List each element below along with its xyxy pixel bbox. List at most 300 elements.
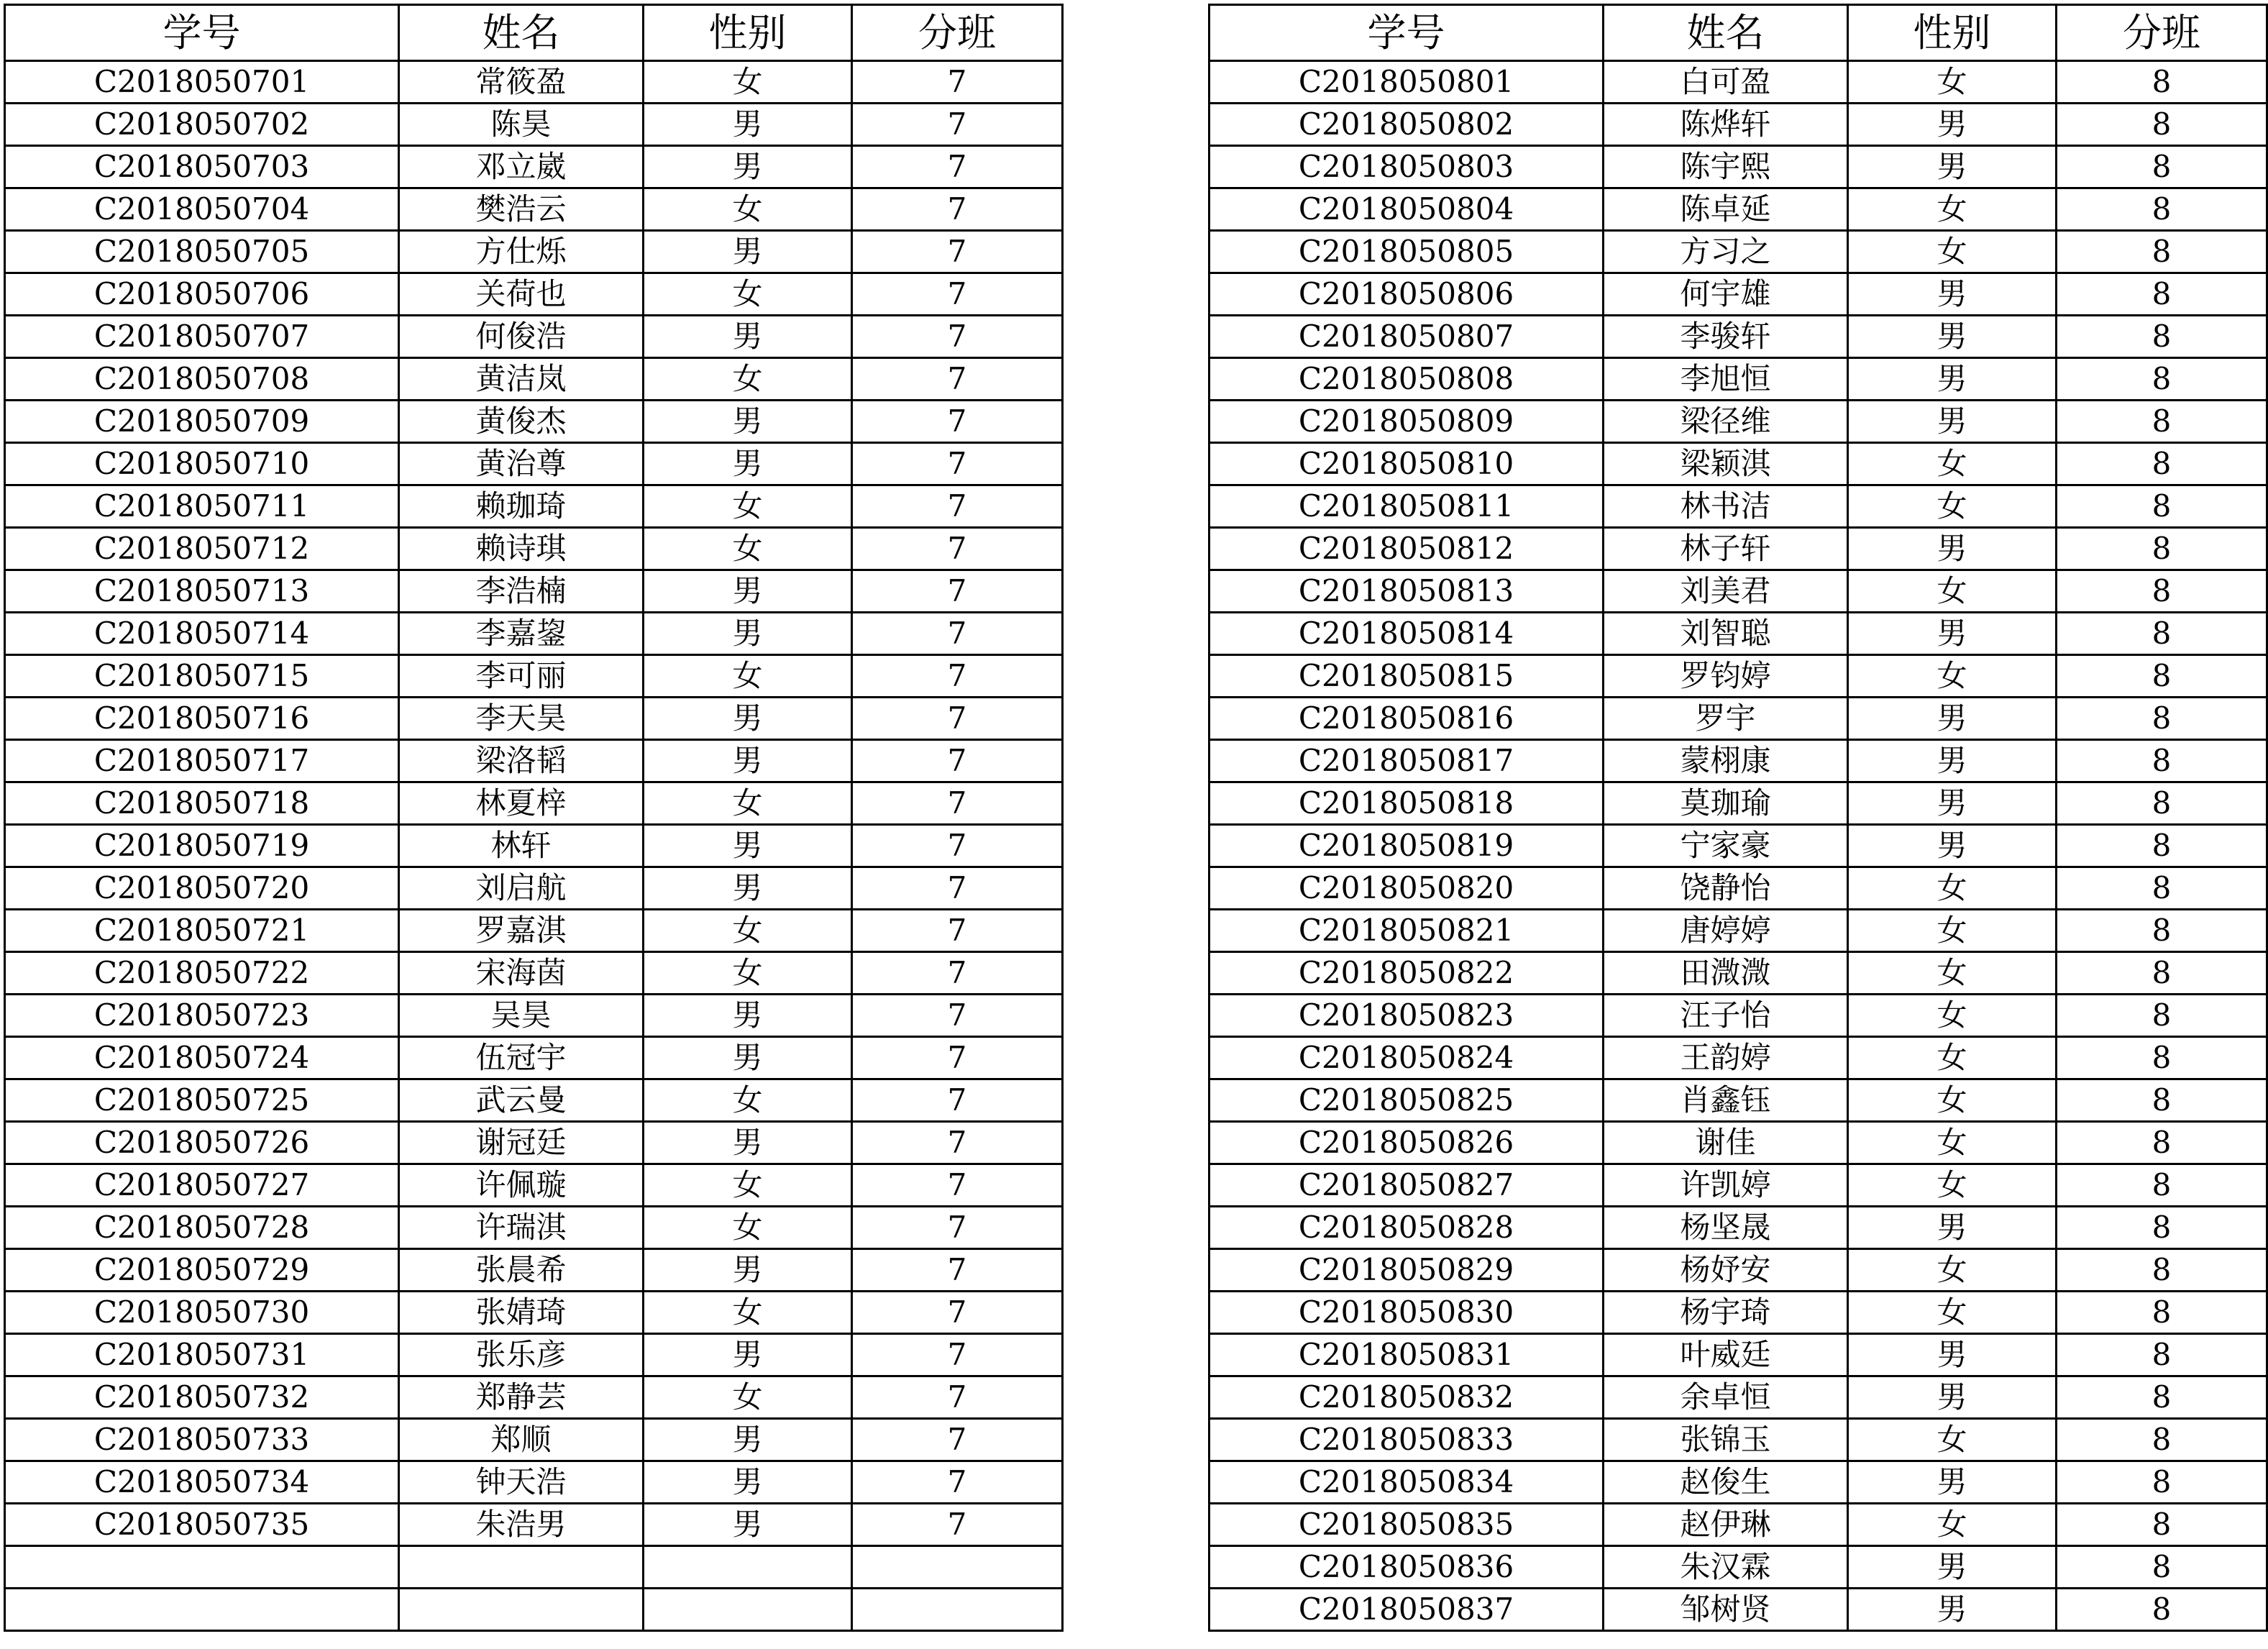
gender-cell: 女 (1848, 1164, 2057, 1207)
table-row (5, 358, 1063, 401)
class-cell: 8 (2057, 613, 2267, 655)
class-cell: 8 (2057, 358, 2267, 401)
table-row (5, 401, 1063, 443)
gender-cell: 女 (644, 188, 852, 231)
table-row (5, 61, 1063, 104)
gender-cell: 男 (1848, 316, 2057, 358)
class-cell: 7 (852, 1079, 1063, 1122)
student-id-cell: C2018050815 (1210, 655, 1604, 698)
gender-cell: 女 (644, 528, 852, 570)
student-name-cell: 饶静怡 (1604, 867, 1848, 910)
class-cell: 7 (852, 1376, 1063, 1419)
class-cell: 8 (2057, 698, 2267, 740)
class-cell (852, 1546, 1063, 1589)
student-id-cell: C2018050804 (1210, 188, 1604, 231)
table-row (1210, 570, 2267, 613)
student-id-cell: C2018050722 (5, 952, 399, 995)
student-name-cell: 汪子怡 (1604, 995, 1848, 1037)
gender-cell: 女 (1848, 910, 2057, 952)
student-id-cell: C2018050735 (5, 1504, 399, 1546)
gender-cell: 男 (644, 443, 852, 485)
table-row (1210, 952, 2267, 995)
student-id-cell: C2018050721 (5, 910, 399, 952)
student-name-cell: 叶威廷 (1604, 1334, 1848, 1376)
table-row (1210, 104, 2267, 146)
class-cell: 7 (852, 1207, 1063, 1249)
student-id-cell: C2018050810 (1210, 443, 1604, 485)
gender-cell: 男 (1848, 401, 2057, 443)
student-id-cell: C2018050835 (1210, 1504, 1604, 1546)
table-row (1210, 1037, 2267, 1079)
table-row (1210, 231, 2267, 273)
student-id-cell: C2018050730 (5, 1292, 399, 1334)
table-row (1210, 1207, 2267, 1249)
student-id-cell: C2018050837 (1210, 1589, 1604, 1631)
class-cell: 7 (852, 61, 1063, 104)
class-cell: 8 (2057, 1207, 2267, 1249)
student-name-cell: 罗宇 (1604, 698, 1848, 740)
table-row (1210, 188, 2267, 231)
student-id-cell: C2018050725 (5, 1079, 399, 1122)
table-row (1210, 146, 2267, 188)
table-row (5, 1207, 1063, 1249)
gender-cell: 女 (1848, 231, 2057, 273)
student-id-cell: C2018050817 (1210, 740, 1604, 782)
student-id-cell: C2018050827 (1210, 1164, 1604, 1207)
student-name-cell: 赖珈琦 (399, 485, 644, 528)
student-id-cell: C2018050710 (5, 443, 399, 485)
gender-cell: 男 (1848, 358, 2057, 401)
student-name-cell: 陈宇熙 (1604, 146, 1848, 188)
table-row (1210, 740, 2267, 782)
class-cell: 7 (852, 1504, 1063, 1546)
class-cell: 7 (852, 867, 1063, 910)
student-id-cell: C2018050719 (5, 825, 399, 867)
student-id-cell: C2018050807 (1210, 316, 1604, 358)
student-name-cell: 罗嘉淇 (399, 910, 644, 952)
table-row (5, 1546, 1063, 1589)
table-row (1210, 1249, 2267, 1292)
table-row (5, 1079, 1063, 1122)
class-cell: 8 (2057, 1334, 2267, 1376)
student-id-cell: C2018050734 (5, 1461, 399, 1504)
class-cell: 7 (852, 782, 1063, 825)
student-name-cell: 白可盈 (1604, 61, 1848, 104)
class-cell: 8 (2057, 188, 2267, 231)
student-id-cell: C2018050701 (5, 61, 399, 104)
class-cell: 8 (2057, 1546, 2267, 1589)
gender-cell: 女 (644, 1079, 852, 1122)
table-row (5, 655, 1063, 698)
gender-cell: 男 (1848, 1207, 2057, 1249)
student-id-cell: C2018050718 (5, 782, 399, 825)
student-id-cell: C2018050714 (5, 613, 399, 655)
student-id-cell: C2018050805 (1210, 231, 1604, 273)
table-row (5, 867, 1063, 910)
table-row (1210, 825, 2267, 867)
student-name-cell: 杨坚晟 (1604, 1207, 1848, 1249)
gender-cell: 男 (1848, 1334, 2057, 1376)
table-row (1210, 443, 2267, 485)
student-id-cell: C2018050822 (1210, 952, 1604, 995)
table-row (1210, 655, 2267, 698)
gender-cell: 女 (644, 1207, 852, 1249)
class-cell: 8 (2057, 485, 2267, 528)
table-row (5, 273, 1063, 316)
student-name-cell: 朱汉霖 (1604, 1546, 1848, 1589)
table-row (5, 1589, 1063, 1631)
student-name-cell: 赵俊生 (1604, 1461, 1848, 1504)
gender-cell: 女 (644, 61, 852, 104)
class-cell: 8 (2057, 782, 2267, 825)
student-id-cell: C2018050707 (5, 316, 399, 358)
student-name-cell: 陈烨轩 (1604, 104, 1848, 146)
student-id-cell: C2018050729 (5, 1249, 399, 1292)
gender-cell: 女 (644, 655, 852, 698)
table-row (5, 104, 1063, 146)
student-name-cell: 梁洛韬 (399, 740, 644, 782)
gender-cell: 男 (644, 1504, 852, 1546)
student-id-cell: C2018050726 (5, 1122, 399, 1164)
class-cell: 7 (852, 1164, 1063, 1207)
table-row (1210, 1546, 2267, 1589)
class-cell: 8 (2057, 995, 2267, 1037)
roster-table-class-7 (4, 4, 1064, 1632)
table-row (1210, 273, 2267, 316)
gender-cell: 女 (1848, 1504, 2057, 1546)
student-name-cell: 刘启航 (399, 867, 644, 910)
student-id-cell: C2018050801 (1210, 61, 1604, 104)
gender-cell: 女 (644, 358, 852, 401)
student-id-cell: C2018050819 (1210, 825, 1604, 867)
class-cell: 7 (852, 316, 1063, 358)
class-cell: 8 (2057, 570, 2267, 613)
gender-cell: 女 (1848, 995, 2057, 1037)
gender-cell: 女 (644, 1292, 852, 1334)
student-id-cell: C2018050834 (1210, 1461, 1604, 1504)
header-student-id: 学号 (5, 5, 399, 61)
student-id-cell: C2018050832 (1210, 1376, 1604, 1419)
student-name-cell: 谢冠廷 (399, 1122, 644, 1164)
table-row (1210, 782, 2267, 825)
gender-cell: 女 (1848, 1419, 2057, 1461)
class-cell: 8 (2057, 1037, 2267, 1079)
class-cell: 8 (2057, 952, 2267, 995)
class-cell: 8 (2057, 1164, 2267, 1207)
gender-cell: 男 (644, 104, 852, 146)
table-row (1210, 1376, 2267, 1419)
gender-cell: 男 (1848, 825, 2057, 867)
student-name-cell: 林子轩 (1604, 528, 1848, 570)
table-row (1210, 485, 2267, 528)
student-id-cell: C2018050713 (5, 570, 399, 613)
table-row (5, 1164, 1063, 1207)
student-id-cell: C2018050712 (5, 528, 399, 570)
class-cell: 7 (852, 358, 1063, 401)
student-name-cell (399, 1589, 644, 1631)
student-id-cell: C2018050816 (1210, 698, 1604, 740)
student-id-cell: C2018050708 (5, 358, 399, 401)
student-name-cell: 郑静芸 (399, 1376, 644, 1419)
class-cell: 8 (2057, 1504, 2267, 1546)
gender-cell: 女 (1848, 1079, 2057, 1122)
class-cell: 8 (2057, 910, 2267, 952)
table-row (5, 1504, 1063, 1546)
header-student-id: 学号 (1210, 5, 1604, 61)
gender-cell: 女 (1848, 188, 2057, 231)
table-row (5, 698, 1063, 740)
gender-cell: 女 (644, 910, 852, 952)
gender-cell: 女 (1848, 570, 2057, 613)
gender-cell: 女 (1848, 1292, 2057, 1334)
class-cell: 7 (852, 570, 1063, 613)
student-id-cell: C2018050717 (5, 740, 399, 782)
student-name-cell: 梁径维 (1604, 401, 1848, 443)
gender-cell: 男 (644, 1249, 852, 1292)
header-row (1210, 5, 2267, 61)
student-id-cell: C2018050818 (1210, 782, 1604, 825)
student-id-cell: C2018050802 (1210, 104, 1604, 146)
table-row (5, 188, 1063, 231)
gender-cell: 男 (644, 146, 852, 188)
table-row (1210, 613, 2267, 655)
table-row (1210, 1419, 2267, 1461)
student-name-cell: 田溦溦 (1604, 952, 1848, 995)
header-row (5, 5, 1063, 61)
student-name-cell: 樊浩云 (399, 188, 644, 231)
student-id-cell: C2018050733 (5, 1419, 399, 1461)
student-id-cell: C2018050732 (5, 1376, 399, 1419)
gender-cell: 女 (1848, 655, 2057, 698)
student-name-cell: 黄俊杰 (399, 401, 644, 443)
gender-cell (644, 1589, 852, 1631)
table-row (1210, 358, 2267, 401)
class-cell: 8 (2057, 1292, 2267, 1334)
table-row (5, 1376, 1063, 1419)
student-id-cell: C2018050720 (5, 867, 399, 910)
class-cell: 8 (2057, 1461, 2267, 1504)
gender-cell: 女 (1848, 952, 2057, 995)
table-row (5, 613, 1063, 655)
student-name-cell: 何宇雄 (1604, 273, 1848, 316)
table-row (5, 146, 1063, 188)
class-cell: 8 (2057, 273, 2267, 316)
table-row (5, 825, 1063, 867)
student-id-cell: C2018050727 (5, 1164, 399, 1207)
student-id-cell: C2018050820 (1210, 867, 1604, 910)
gender-cell: 男 (1848, 146, 2057, 188)
table-row (1210, 316, 2267, 358)
student-id-cell: C2018050833 (1210, 1419, 1604, 1461)
table-row (5, 316, 1063, 358)
student-id-cell (5, 1589, 399, 1631)
table-row (1210, 1079, 2267, 1122)
student-name-cell: 余卓恒 (1604, 1376, 1848, 1419)
header-name: 姓名 (1604, 5, 1848, 61)
student-name-cell: 梁颖淇 (1604, 443, 1848, 485)
class-cell: 7 (852, 1122, 1063, 1164)
class-cell: 7 (852, 952, 1063, 995)
table-row (5, 1122, 1063, 1164)
table-row (1210, 698, 2267, 740)
gender-cell: 男 (1848, 613, 2057, 655)
table-row (1210, 1461, 2267, 1504)
student-name-cell: 许佩璇 (399, 1164, 644, 1207)
student-name-cell: 陈昊 (399, 104, 644, 146)
student-name-cell: 黄洁岚 (399, 358, 644, 401)
table-row (5, 995, 1063, 1037)
class-cell: 8 (2057, 61, 2267, 104)
gender-cell: 男 (644, 613, 852, 655)
table-row (5, 1461, 1063, 1504)
class-cell: 8 (2057, 316, 2267, 358)
class-cell: 8 (2057, 867, 2267, 910)
student-id-cell: C2018050809 (1210, 401, 1604, 443)
student-id-cell: C2018050706 (5, 273, 399, 316)
student-name-cell: 关荷也 (399, 273, 644, 316)
class-cell: 7 (852, 655, 1063, 698)
student-name-cell: 武云曼 (399, 1079, 644, 1122)
class-cell: 7 (852, 995, 1063, 1037)
gender-cell: 男 (644, 995, 852, 1037)
class-cell: 7 (852, 1334, 1063, 1376)
student-name-cell: 莫珈瑜 (1604, 782, 1848, 825)
student-name-cell: 方习之 (1604, 231, 1848, 273)
class-cell: 7 (852, 613, 1063, 655)
student-name-cell: 蒙栩康 (1604, 740, 1848, 782)
student-id-cell: C2018050715 (5, 655, 399, 698)
class-cell: 8 (2057, 1079, 2267, 1122)
gender-cell: 男 (1848, 104, 2057, 146)
class-cell (852, 1589, 1063, 1631)
table-row (1210, 1504, 2267, 1546)
gender-cell: 女 (1848, 1249, 2057, 1292)
student-id-cell: C2018050723 (5, 995, 399, 1037)
gender-cell: 男 (644, 1334, 852, 1376)
table-row (1210, 1334, 2267, 1376)
student-name-cell: 何俊浩 (399, 316, 644, 358)
table-row (1210, 1589, 2267, 1631)
student-id-cell: C2018050825 (1210, 1079, 1604, 1122)
table-row (5, 952, 1063, 995)
class-cell: 7 (852, 1461, 1063, 1504)
class-cell: 8 (2057, 231, 2267, 273)
table-row (5, 570, 1063, 613)
student-id-cell: C2018050709 (5, 401, 399, 443)
gender-cell: 男 (644, 1037, 852, 1079)
header-gender: 性别 (1848, 5, 2057, 61)
student-name-cell: 宁家豪 (1604, 825, 1848, 867)
gender-cell: 女 (1848, 867, 2057, 910)
class-cell: 8 (2057, 443, 2267, 485)
gender-cell: 男 (644, 401, 852, 443)
student-name-cell: 吴昊 (399, 995, 644, 1037)
gender-cell (644, 1546, 852, 1589)
class-cell: 7 (852, 146, 1063, 188)
gender-cell: 男 (644, 740, 852, 782)
table-row (1210, 1164, 2267, 1207)
gender-cell: 女 (1848, 1122, 2057, 1164)
class-cell: 8 (2057, 146, 2267, 188)
class-cell: 8 (2057, 528, 2267, 570)
student-id-cell: C2018050702 (5, 104, 399, 146)
student-name-cell: 唐婷婷 (1604, 910, 1848, 952)
student-name-cell: 林夏梓 (399, 782, 644, 825)
gender-cell: 男 (644, 316, 852, 358)
gender-cell: 男 (644, 570, 852, 613)
header-gender: 性别 (644, 5, 852, 61)
student-id-cell: C2018050806 (1210, 273, 1604, 316)
gender-cell: 女 (1848, 485, 2057, 528)
student-id-cell: C2018050831 (1210, 1334, 1604, 1376)
student-id-cell: C2018050731 (5, 1334, 399, 1376)
class-cell: 7 (852, 1037, 1063, 1079)
student-id-cell: C2018050823 (1210, 995, 1604, 1037)
gender-cell: 女 (644, 782, 852, 825)
student-name-cell: 王韵婷 (1604, 1037, 1848, 1079)
roster-table-class-8 (1208, 4, 2268, 1632)
table-row (5, 1292, 1063, 1334)
student-name-cell: 郑顺 (399, 1419, 644, 1461)
gender-cell: 男 (644, 1461, 852, 1504)
student-name-cell: 赵伊琳 (1604, 1504, 1848, 1546)
class-cell: 8 (2057, 740, 2267, 782)
class-cell: 7 (852, 740, 1063, 782)
table-row (5, 443, 1063, 485)
class-cell: 7 (852, 231, 1063, 273)
gender-cell: 男 (1848, 782, 2057, 825)
table-row (5, 1249, 1063, 1292)
gender-cell: 男 (644, 825, 852, 867)
student-name-cell: 方仕烁 (399, 231, 644, 273)
student-id-cell: C2018050728 (5, 1207, 399, 1249)
student-id-cell: C2018050821 (1210, 910, 1604, 952)
gender-cell: 男 (1848, 1546, 2057, 1589)
class-cell: 7 (852, 825, 1063, 867)
table-row (1210, 867, 2267, 910)
student-name-cell: 刘美君 (1604, 570, 1848, 613)
table-row (1210, 401, 2267, 443)
table-row (1210, 1292, 2267, 1334)
student-name-cell: 钟天浩 (399, 1461, 644, 1504)
gender-cell: 男 (644, 867, 852, 910)
gender-cell: 男 (1848, 528, 2057, 570)
student-id-cell: C2018050803 (1210, 146, 1604, 188)
table-row (5, 231, 1063, 273)
student-name-cell: 李天昊 (399, 698, 644, 740)
class-cell: 7 (852, 485, 1063, 528)
gender-cell: 男 (644, 231, 852, 273)
student-name-cell: 杨妤安 (1604, 1249, 1848, 1292)
table-row (1210, 910, 2267, 952)
gender-cell: 女 (644, 485, 852, 528)
gender-cell: 女 (1848, 443, 2057, 485)
student-name-cell: 张乐彦 (399, 1334, 644, 1376)
table-row (5, 528, 1063, 570)
table-row (5, 910, 1063, 952)
student-id-cell: C2018050705 (5, 231, 399, 273)
table-row (5, 485, 1063, 528)
class-cell: 8 (2057, 1589, 2267, 1631)
student-name-cell: 张锦玉 (1604, 1419, 1848, 1461)
gender-cell: 女 (1848, 61, 2057, 104)
student-name-cell: 李嘉鋆 (399, 613, 644, 655)
student-name-cell: 李骏轩 (1604, 316, 1848, 358)
header-class: 分班 (2057, 5, 2267, 61)
student-name-cell: 李可丽 (399, 655, 644, 698)
student-id-cell: C2018050836 (1210, 1546, 1604, 1589)
gender-cell: 女 (644, 273, 852, 316)
